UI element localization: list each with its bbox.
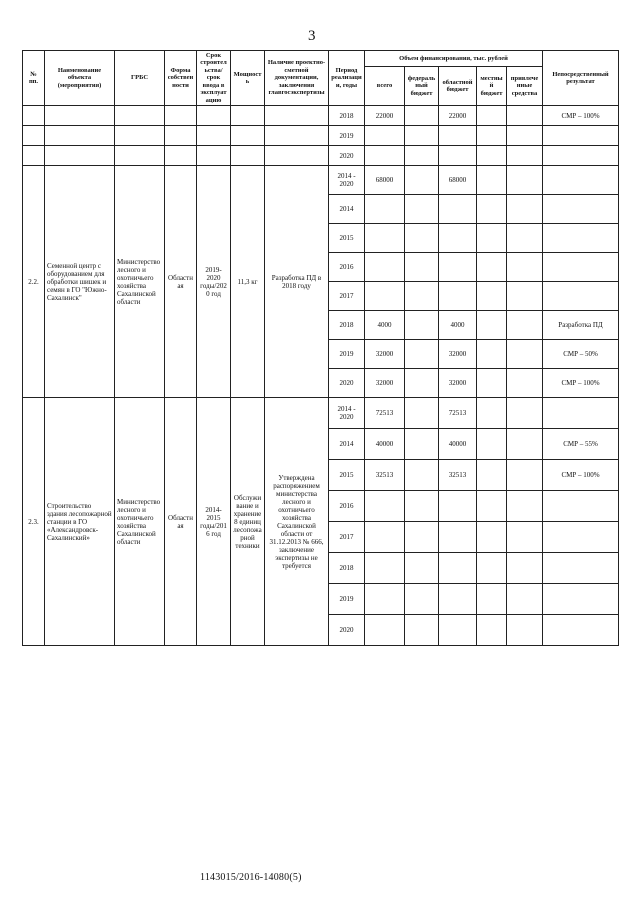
result-cell: [543, 126, 619, 146]
term-cell: 2019-2020 годы/2020 год: [197, 166, 231, 398]
regional-cell: [439, 224, 477, 253]
period-cell: 2014 - 2020: [329, 166, 365, 195]
attracted-cell: [507, 253, 543, 282]
regional-cell: 4000: [439, 311, 477, 340]
total-cell: 40000: [365, 429, 405, 460]
empty-cell: [115, 126, 165, 146]
empty-cell: [165, 126, 197, 146]
federal-cell: [405, 429, 439, 460]
federal-cell: [405, 491, 439, 522]
empty-cell: [45, 146, 115, 166]
period-cell: 2019: [329, 126, 365, 146]
result-cell: Разработка ПД: [543, 311, 619, 340]
regional-cell: 72513: [439, 398, 477, 429]
federal-cell: [405, 106, 439, 126]
col-total: всего: [365, 67, 405, 106]
period-cell: 2020: [329, 369, 365, 398]
result-cell: СМР – 100%: [543, 369, 619, 398]
page-number: 3: [308, 28, 316, 44]
local-cell: [477, 615, 507, 646]
period-cell: 2014: [329, 195, 365, 224]
federal-cell: [405, 224, 439, 253]
period-cell: 2019: [329, 584, 365, 615]
empty-cell: [231, 106, 265, 126]
regional-cell: 40000: [439, 429, 477, 460]
federal-cell: [405, 195, 439, 224]
table-body: [23, 106, 619, 646]
ownership-cell: Областная: [165, 166, 197, 398]
object-name: Семенной центр с оборудованием для обработки шишек и семян в ГО "Южно-Сахалинск": [45, 166, 115, 398]
regional-cell: [439, 146, 477, 166]
col-regional: областной бюджет: [439, 67, 477, 106]
total-cell: 32000: [365, 369, 405, 398]
local-cell: [477, 584, 507, 615]
empty-cell: [231, 126, 265, 146]
attracted-cell: [507, 126, 543, 146]
federal-cell: [405, 311, 439, 340]
federal-cell: [405, 282, 439, 311]
empty-cell: [165, 106, 197, 126]
attracted-cell: [507, 224, 543, 253]
table-row: [23, 146, 619, 166]
local-cell: [477, 429, 507, 460]
period-cell: 2014 - 2020: [329, 398, 365, 429]
total-cell: 72513: [365, 398, 405, 429]
federal-cell: [405, 253, 439, 282]
regional-cell: [439, 195, 477, 224]
local-cell: [477, 224, 507, 253]
table-row: [23, 106, 619, 126]
result-cell: [543, 282, 619, 311]
total-cell: [365, 584, 405, 615]
attracted-cell: [507, 398, 543, 429]
col-docs: Наличие проектно-сметной документации, заключения главгосэкспертизы: [265, 51, 329, 106]
period-cell: 2020: [329, 615, 365, 646]
attracted-cell: [507, 522, 543, 553]
local-cell: [477, 460, 507, 491]
federal-cell: [405, 584, 439, 615]
attracted-cell: [507, 553, 543, 584]
regional-cell: [439, 584, 477, 615]
empty-cell: [265, 106, 329, 126]
docs-cell: Разработка ПД в 2018 году: [265, 166, 329, 398]
local-cell: [477, 311, 507, 340]
federal-cell: [405, 126, 439, 146]
col-ownership: Форма собственности: [165, 51, 197, 106]
col-capacity: Мощность: [231, 51, 265, 106]
regional-cell: [439, 491, 477, 522]
grbs-cell: Министерство лесного и охотничьего хозяйства Сахалинской области: [115, 398, 165, 646]
federal-cell: [405, 340, 439, 369]
col-funding-group: Объем финансирования, тыс. рублей: [365, 51, 543, 67]
result-cell: СМР – 100%: [543, 106, 619, 126]
col-attracted: привлеченные средства: [507, 67, 543, 106]
local-cell: [477, 106, 507, 126]
col-term: Срок строительства/срок ввода в эксплуатацию: [197, 51, 231, 106]
result-cell: [543, 553, 619, 584]
empty-cell: [45, 106, 115, 126]
result-cell: [543, 166, 619, 195]
result-cell: СМР – 50%: [543, 340, 619, 369]
local-cell: [477, 146, 507, 166]
total-cell: [365, 146, 405, 166]
period-cell: 2015: [329, 224, 365, 253]
empty-cell: [23, 126, 45, 146]
period-cell: 2015: [329, 460, 365, 491]
capacity-cell: Обслуживание и хранение 8 единиц лесопожарной техники: [231, 398, 265, 646]
local-cell: [477, 340, 507, 369]
federal-cell: [405, 460, 439, 491]
local-cell: [477, 491, 507, 522]
result-cell: [543, 584, 619, 615]
attracted-cell: [507, 491, 543, 522]
empty-cell: [23, 106, 45, 126]
local-cell: [477, 369, 507, 398]
period-cell: 2016: [329, 491, 365, 522]
total-cell: 4000: [365, 311, 405, 340]
result-cell: [543, 146, 619, 166]
period-cell: 2018: [329, 106, 365, 126]
local-cell: [477, 195, 507, 224]
document-footer: 1143015/2016-14080(5): [200, 872, 302, 883]
result-cell: [543, 522, 619, 553]
col-result: Непосредственный результат: [543, 51, 619, 106]
federal-cell: [405, 398, 439, 429]
empty-cell: [197, 106, 231, 126]
table-row: [23, 126, 619, 146]
ownership-cell: Областная: [165, 398, 197, 646]
total-cell: [365, 553, 405, 584]
attracted-cell: [507, 615, 543, 646]
empty-cell: [165, 146, 197, 166]
empty-cell: [115, 146, 165, 166]
table-row: [23, 166, 619, 195]
total-cell: [365, 253, 405, 282]
total-cell: [365, 282, 405, 311]
federal-cell: [405, 369, 439, 398]
regional-cell: 22000: [439, 106, 477, 126]
period-cell: 2019: [329, 340, 365, 369]
col-local: местный бюджет: [477, 67, 507, 106]
total-cell: 22000: [365, 106, 405, 126]
period-cell: 2014: [329, 429, 365, 460]
funding-table-container: [22, 50, 618, 646]
regional-cell: [439, 126, 477, 146]
col-period: Период реализации, годы: [329, 51, 365, 106]
result-cell: [543, 253, 619, 282]
total-cell: 32000: [365, 340, 405, 369]
attracted-cell: [507, 195, 543, 224]
result-cell: [543, 224, 619, 253]
total-cell: [365, 522, 405, 553]
empty-cell: [197, 126, 231, 146]
regional-cell: 32513: [439, 460, 477, 491]
attracted-cell: [507, 311, 543, 340]
object-name: Строительство здания лесопожарной станции в ГО «Александровск-Сахалинский»: [45, 398, 115, 646]
local-cell: [477, 522, 507, 553]
federal-cell: [405, 522, 439, 553]
regional-cell: [439, 615, 477, 646]
header-row-top: [23, 51, 619, 67]
attracted-cell: [507, 460, 543, 491]
attracted-cell: [507, 340, 543, 369]
item-number: 2.2.: [23, 166, 45, 398]
empty-cell: [23, 146, 45, 166]
empty-cell: [265, 146, 329, 166]
result-cell: [543, 398, 619, 429]
empty-cell: [45, 126, 115, 146]
regional-cell: [439, 282, 477, 311]
funding-table: [22, 50, 619, 646]
regional-cell: 32000: [439, 340, 477, 369]
period-cell: 2017: [329, 282, 365, 311]
federal-cell: [405, 553, 439, 584]
total-cell: [365, 126, 405, 146]
col-grbs: ГРБС: [115, 51, 165, 106]
local-cell: [477, 282, 507, 311]
term-cell: 2014-2015 годы/2016 год: [197, 398, 231, 646]
result-cell: [543, 195, 619, 224]
col-num: № пп.: [23, 51, 45, 106]
grbs-cell: Министерство лесного и охотничьего хозяйства Сахалинской области: [115, 166, 165, 398]
federal-cell: [405, 166, 439, 195]
capacity-cell: 11,3 кг: [231, 166, 265, 398]
docs-cell: Утверждена распоряжением министерства лесного и охотничьего хозяйства Сахалинской области от 31.12.2013 № 666, заключение экспертизы не требуется: [265, 398, 329, 646]
attracted-cell: [507, 369, 543, 398]
attracted-cell: [507, 166, 543, 195]
empty-cell: [231, 146, 265, 166]
period-cell: 2020: [329, 146, 365, 166]
col-federal: федеральный бюджет: [405, 67, 439, 106]
attracted-cell: [507, 106, 543, 126]
local-cell: [477, 398, 507, 429]
result-cell: СМР – 100%: [543, 460, 619, 491]
attracted-cell: [507, 584, 543, 615]
regional-cell: 32000: [439, 369, 477, 398]
result-cell: [543, 615, 619, 646]
empty-cell: [115, 106, 165, 126]
period-cell: 2016: [329, 253, 365, 282]
local-cell: [477, 126, 507, 146]
local-cell: [477, 166, 507, 195]
regional-cell: 68000: [439, 166, 477, 195]
local-cell: [477, 253, 507, 282]
col-name: Наименование объекта (мероприятия): [45, 51, 115, 106]
regional-cell: [439, 522, 477, 553]
total-cell: [365, 224, 405, 253]
total-cell: 32513: [365, 460, 405, 491]
item-number: 2.3.: [23, 398, 45, 646]
period-cell: 2018: [329, 553, 365, 584]
total-cell: [365, 615, 405, 646]
total-cell: 68000: [365, 166, 405, 195]
total-cell: [365, 491, 405, 522]
local-cell: [477, 553, 507, 584]
result-cell: СМР – 55%: [543, 429, 619, 460]
regional-cell: [439, 553, 477, 584]
period-cell: 2018: [329, 311, 365, 340]
table-row: [23, 398, 619, 429]
total-cell: [365, 195, 405, 224]
attracted-cell: [507, 146, 543, 166]
federal-cell: [405, 146, 439, 166]
attracted-cell: [507, 429, 543, 460]
attracted-cell: [507, 282, 543, 311]
empty-cell: [265, 126, 329, 146]
federal-cell: [405, 615, 439, 646]
empty-cell: [197, 146, 231, 166]
period-cell: 2017: [329, 522, 365, 553]
result-cell: [543, 491, 619, 522]
regional-cell: [439, 253, 477, 282]
